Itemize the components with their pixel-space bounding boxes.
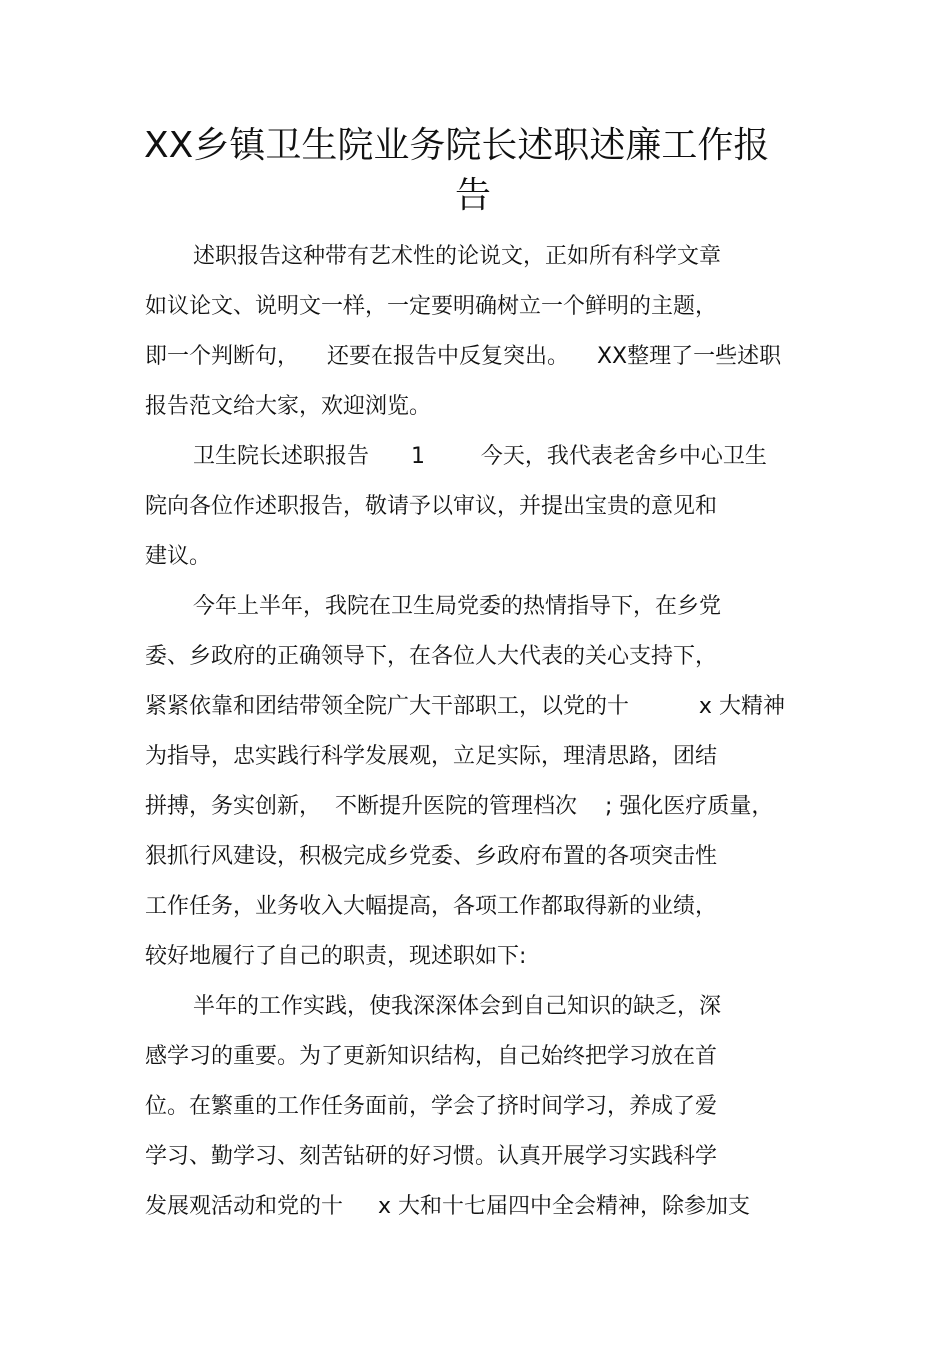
- paragraph-line: 半年的工作实践，使我深深体会到自己知识的缺乏，深: [193, 994, 722, 1019]
- paragraph-line: 述职报告这种带有艺术性的论说文，正如所有科学文章: [193, 244, 722, 269]
- paragraph-line: 位。在繁重的工作任务面前，学会了挤时间学习，养成了爱: [145, 1094, 718, 1119]
- paragraph-line: 今年上半年，我院在卫生局党委的热情指导下，在乡党: [193, 594, 722, 619]
- paragraph-line: 学习、勤学习、刻苦钻研的好习惯。认真开展学习实践科学: [145, 1144, 718, 1169]
- paragraph-line: 卫生院长述职报告 1 今天，我代表老舍乡中心卫生: [193, 444, 767, 469]
- paragraph-line: 发展观活动和党的十 x 大和十七届四中全会精神，除参加支: [145, 1194, 750, 1219]
- paragraph-line: 委、乡政府的正确领导下，在各位人大代表的关心支持下，: [145, 644, 718, 669]
- paragraph-line: 拼搏，务实创新， 不断提升医院的管理档次 ; 强化医疗质量，: [145, 794, 774, 819]
- paragraph-line: 较好地履行了自己的职责，现述职如下:: [145, 944, 527, 969]
- document-title-line-1: XX乡镇卫生院业务院长述职述廉工作报: [144, 125, 770, 166]
- paragraph-line: 报告范文给大家，欢迎浏览。: [145, 394, 432, 419]
- paragraph-line: 如议论文、说明文一样，一定要明确树立一个鲜明的主题，: [145, 294, 718, 319]
- paragraph-line: 紧紧依靠和团结带领全院广大干部职工，以党的十 x 大精神: [145, 694, 785, 719]
- paragraph-line: 院向各位作述职报告，敬请予以审议，并提出宝贵的意见和: [145, 494, 718, 519]
- paragraph-line: 为指导，忠实践行科学发展观，立足实际，理清思路，团结: [145, 744, 718, 769]
- paragraph-line: 狠抓行风建设，积极完成乡党委、乡政府布置的各项突击性: [145, 844, 718, 869]
- paragraph-line: 即一个判断句， 还要在报告中反复突出。 XX整理了一些述职: [145, 344, 782, 369]
- document-title-line-2: 告: [455, 175, 492, 216]
- paragraph-line: 建议。: [145, 544, 212, 569]
- paragraph-line: 感学习的重要。为了更新知识结构，自己始终把学习放在首: [145, 1044, 718, 1069]
- paragraph-line: 工作任务，业务收入大幅提高，各项工作都取得新的业绩，: [145, 894, 718, 919]
